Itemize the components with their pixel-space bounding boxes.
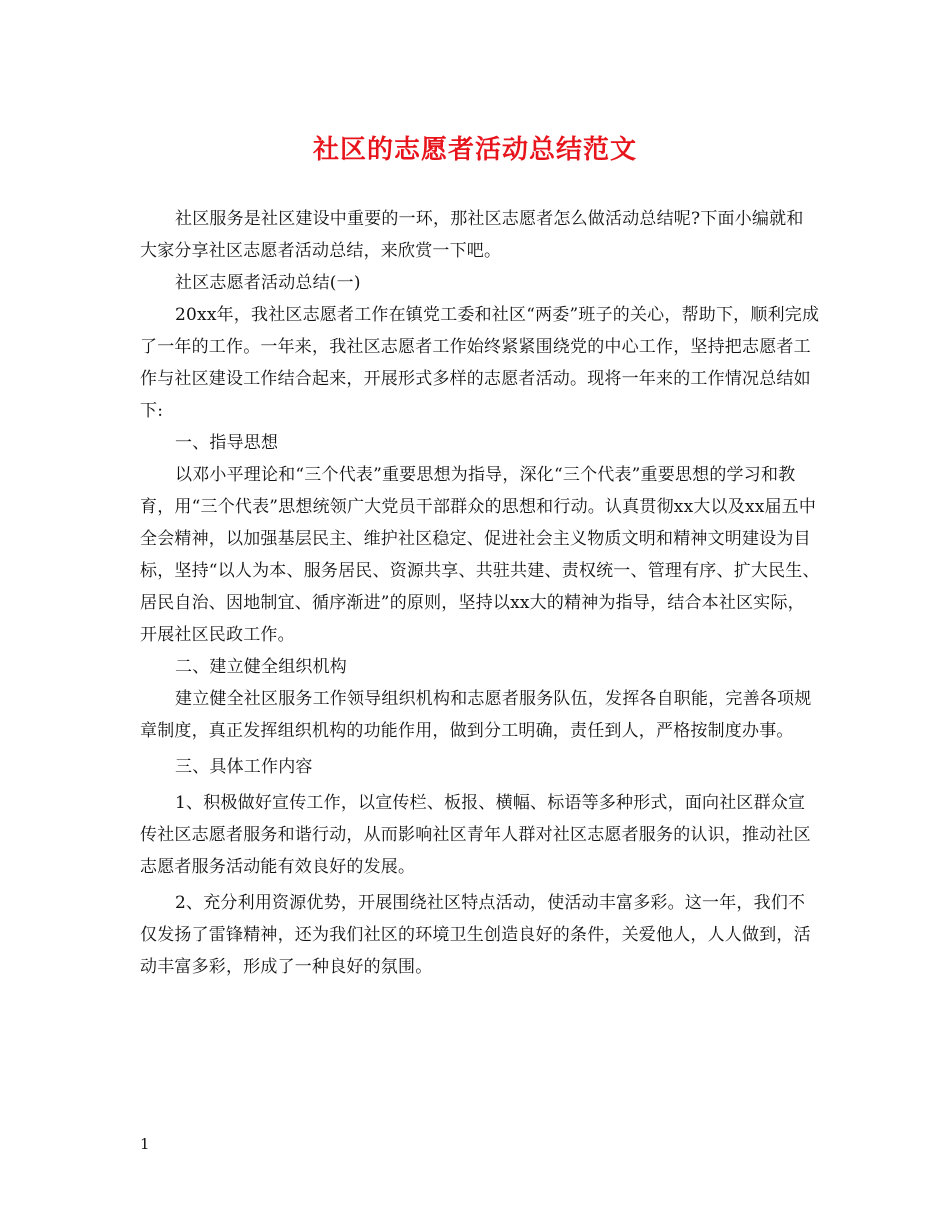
paragraph-work-item-1: 1、积极做好宣传工作，以宣传栏、板报、横幅、标语等多种形式，面向社区群众宣传社区志愿者服务和谐行动，从而影响社区青年人群对社区志愿者服务的认识，推动社区志愿者服务活动能有效良好的发展。 [140,793,811,877]
section-heading-guiding-thought: 一、指导思想 [175,433,279,453]
paragraph-work-item-2: 2、充分利用资源优势，开展围绕社区特点活动，使活动丰富多彩。这一年，我们不仅发扬了雷锋精神，还为我们社区的环境卫生创造良好的条件，关爱他人，人人做到，活动丰富多彩，形成了一种良好的氛围。 [140,893,811,977]
paragraph-organization: 建立健全社区服务工作领导组织机构和志愿者服务队伍，发挥各自职能，完善各项规章制度，真正发挥组织机构的功能作用，做到分工明确，责任到人，严格按制度办事。 [140,689,812,741]
paragraph-overview: 20xx年，我社区志愿者工作在镇党工委和社区“两委”班子的关心，帮助下，顺利完成了一年的工作。一年来，我社区志愿者工作始终紧紧围绕党的中心工作，坚持把志愿者工作与社区建设工作结合起来，开展形式多样的志愿者活动。现将一年来的工作情况总结如下: [140,305,820,421]
section-heading-summary-one: 社区志愿者活动总结(一) [175,273,361,293]
paragraph-guiding-thought: 以邓小平理论和“三个代表”重要思想为指导，深化“三个代表”重要思想的学习和教育，用“三个代表”思想统领广大党员干部群众的思想和行动。认真贯彻xx大以及xx届五中全会精神，以加强基层民主、维护社区稳定、促进社会主义物质文明和精神文明建设为目标，坚持“以人为本、服务居民、资源共享、共驻共建、责权统一、管理有序、扩大民生、居民自治、因地制宜、循序渐进”的原则，坚持以xx大的精神为指导，结合本社区实际，开展社区民政工作。 [140,465,820,645]
section-heading-work-content: 三、具体工作内容 [175,757,313,777]
section-heading-organization: 二、建立健全组织机构 [175,657,347,677]
page-number: 1 [140,1135,150,1153]
document-body [140,203,820,983]
intro-paragraph: 社区服务是社区建设中重要的一环，那社区志愿者怎么做活动总结呢?下面小编就和大家分享社区志愿者活动总结，来欣赏一下吧。 [140,209,804,261]
document-title: 社区的志愿者活动总结范文 [312,135,637,165]
